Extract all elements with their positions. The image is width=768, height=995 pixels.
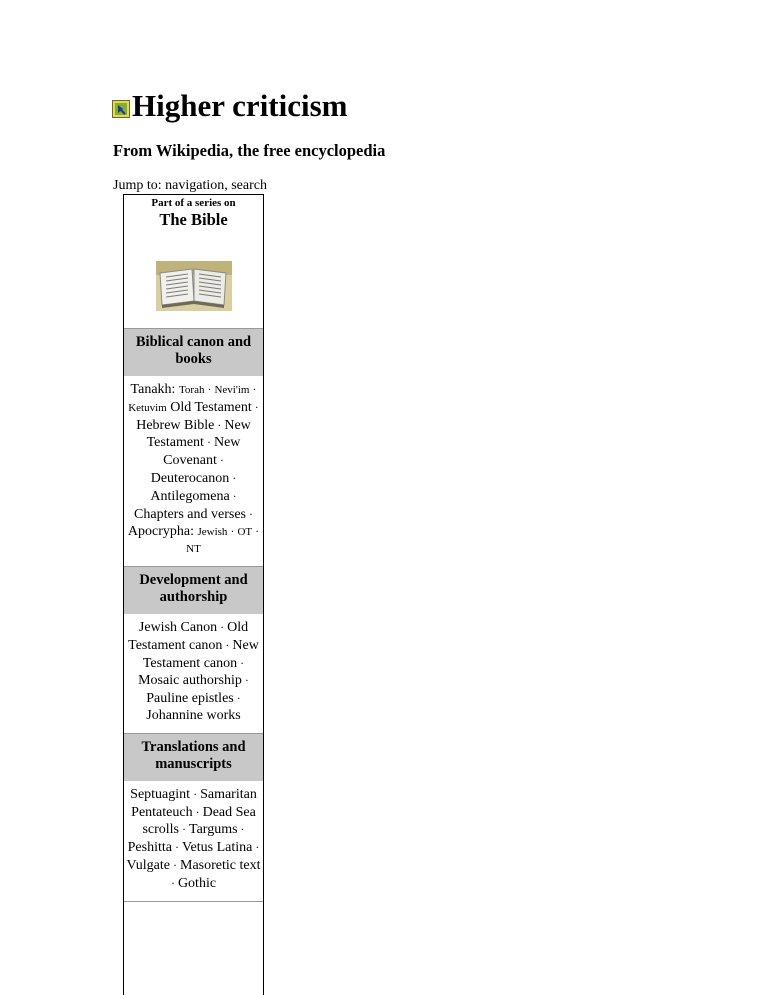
infobox-link[interactable]: Masoretic text: [180, 857, 261, 873]
series-name-link[interactable]: The Bible: [159, 210, 228, 229]
bullet-separator: ·: [227, 524, 238, 539]
infobox-link[interactable]: Torah: [178, 384, 205, 396]
bullet-separator: ·: [229, 488, 237, 503]
jump-separator: ,: [224, 178, 232, 193]
bullet-separator: ·: [214, 417, 225, 432]
infobox-link[interactable]: Jewish Canon: [138, 619, 218, 635]
infobox-image-cell: [124, 230, 263, 329]
infobox-link[interactable]: Gothic: [177, 875, 217, 891]
title-row: [112, 88, 348, 124]
infobox-link[interactable]: Peshitta: [127, 840, 172, 856]
bullet-separator: ·: [229, 470, 237, 485]
bullet-separator: ·: [192, 804, 203, 819]
bullet-separator: ·: [249, 382, 257, 396]
infobox-link[interactable]: Samaritan Pentateuch: [131, 786, 257, 820]
jump-prefix: Jump to:: [113, 178, 166, 193]
infobox-link[interactable]: Old Testament: [170, 399, 252, 415]
bullet-separator: ·: [237, 822, 245, 837]
infobox-link[interactable]: OT: [237, 526, 253, 539]
section-heading: Development and authorship: [124, 567, 263, 614]
infobox-link[interactable]: Dead Sea scrolls: [142, 804, 256, 838]
bullet-separator: ·: [252, 840, 260, 855]
infobox-link[interactable]: Mosaic authorship: [138, 673, 242, 689]
section-link-list: [124, 781, 263, 902]
bible-series-infobox: [123, 194, 264, 995]
infobox-sections: [124, 329, 263, 902]
infobox-link[interactable]: Vulgate: [126, 857, 170, 873]
bullet-separator: ·: [190, 786, 201, 801]
jump-links: [113, 178, 267, 194]
bullet-separator: ·: [170, 857, 180, 872]
infobox-link[interactable]: New Testament: [146, 417, 251, 451]
bullet-separator: ·: [251, 399, 259, 414]
bullet-separator: ·: [233, 691, 241, 706]
bullet-separator: ·: [217, 619, 228, 634]
infobox-link[interactable]: Old Testament canon: [128, 619, 249, 653]
bullet-separator: ·: [179, 822, 189, 837]
infobox-link[interactable]: Tanakh:: [130, 382, 176, 397]
page-subtitle: From Wikipedia, the free encyclopedia: [113, 141, 386, 160]
open-bible-image[interactable]: [156, 261, 232, 311]
bullet-separator: ·: [237, 655, 245, 670]
bullet-separator: ·: [170, 875, 178, 890]
bullet-separator: ·: [252, 524, 260, 539]
arrow-link-icon: [112, 100, 130, 118]
infobox-link[interactable]: Apocrypha:: [127, 524, 194, 540]
infobox-header: [124, 195, 263, 230]
infobox-link[interactable]: Chapters and verses: [134, 506, 246, 522]
infobox-link[interactable]: NT: [186, 543, 201, 556]
infobox-link[interactable]: Septuagint: [130, 786, 191, 802]
section-heading: Biblical canon and books: [124, 329, 263, 376]
infobox-link[interactable]: Johannine works: [146, 707, 241, 723]
infobox-link[interactable]: Pauline epistles: [146, 691, 234, 707]
page-title: Higher criticism: [132, 88, 348, 123]
search-link[interactable]: search: [231, 178, 267, 193]
bullet-separator: ·: [203, 435, 214, 450]
bullet-separator: ·: [241, 673, 249, 688]
infobox-link[interactable]: New Testament canon: [142, 637, 259, 671]
bullet-separator: ·: [222, 637, 233, 652]
infobox-link[interactable]: Hebrew Bible: [136, 417, 215, 433]
bullet-separator: ·: [204, 382, 215, 396]
section-link-list: [124, 376, 263, 567]
infobox-link[interactable]: New Covenant: [163, 435, 241, 469]
navigation-link[interactable]: navigation: [165, 178, 225, 193]
section-link-list: [124, 614, 263, 734]
bullet-separator: ·: [245, 506, 253, 521]
infobox-link[interactable]: Ketuvim: [128, 401, 167, 414]
infobox-link[interactable]: Deuterocanon: [150, 470, 230, 486]
series-label: Part of a series on: [151, 197, 236, 209]
infobox-link[interactable]: Antilegomena: [150, 488, 230, 504]
infobox-link[interactable]: Jewish: [197, 526, 228, 539]
section-heading: Translations and manuscripts: [124, 734, 263, 781]
infobox-link[interactable]: Nevi'im: [214, 384, 250, 396]
infobox-link[interactable]: Targums: [189, 822, 238, 838]
infobox-link[interactable]: Vetus Latina: [181, 840, 253, 856]
bullet-separator: ·: [171, 840, 182, 855]
bullet-separator: ·: [216, 453, 224, 468]
